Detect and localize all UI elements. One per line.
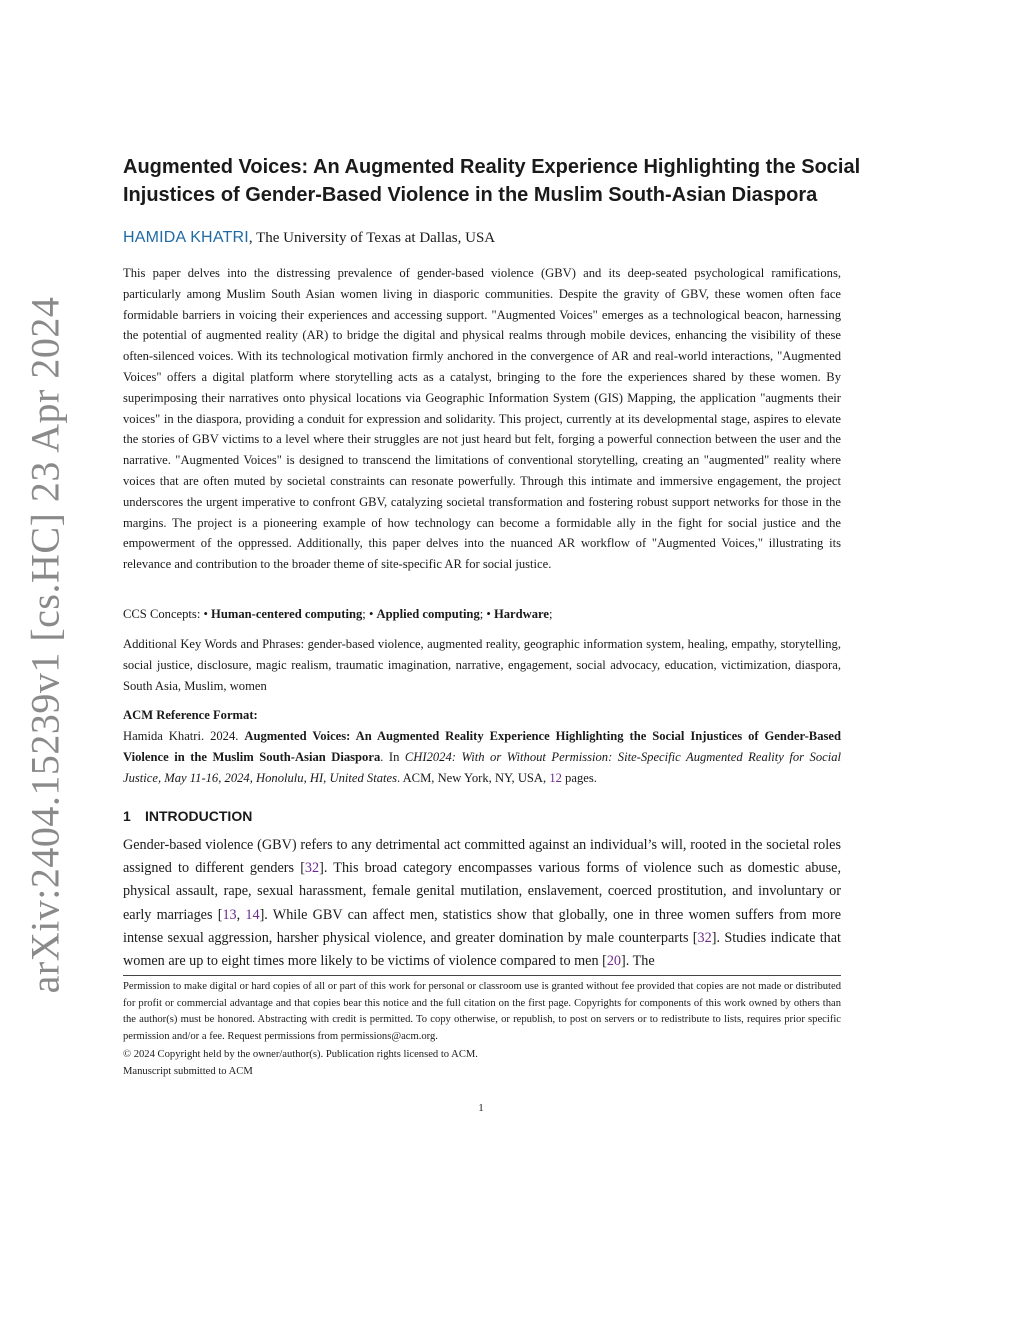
ccs-concepts [123, 604, 841, 625]
introduction-paragraph [123, 834, 841, 973]
page-number: 1 [478, 1102, 484, 1114]
intro-text: ]. This broad category encompasses various forms of violence such as domestic abuse, physical assault, rape, sexual harassment, female genital mutilation, enslavement, coerced prostitution, and involuntary or early marriages [ [123, 860, 841, 923]
additional-keywords: Additional Key Words and Phrases: gender-based violence, augmented reality, geographic information system, healing, empathy, storytelling, social justice, disclosure, magic realism, traumatic imagination, narrative, engagement, social advocacy, education, victimization, diaspora, South Asia, Muslim, women [123, 637, 841, 693]
citation-link[interactable]: 20 [606, 953, 622, 970]
ccs-separator: ; [479, 607, 487, 621]
author-name: HAMIDA KHATRI [123, 229, 249, 246]
footnote-copyright: © 2024 Copyright held by the owner/author(s). Publication rights licensed to ACM. [123, 1049, 478, 1060]
acm-reference-in: . In [380, 749, 405, 764]
acm-reference [123, 726, 841, 788]
citation-link[interactable]: 32 [697, 929, 712, 946]
ccs-concept-3: Hardware [493, 607, 549, 621]
footnote-manuscript: Manuscript submitted to ACM [123, 1066, 253, 1077]
section-number: 1 [123, 808, 131, 824]
section-title: INTRODUCTION [145, 808, 253, 824]
ccs-end: ; [549, 607, 553, 621]
paper-title-line-1: Augmented Voices: An Augmented Reality Experience Highlighting the Social [123, 156, 861, 178]
intro-text: Gender-based violence (GBV) refers to any detrimental act committed against an individual’s will, rooted in the societal roles assigned to different genders [ [123, 837, 841, 877]
paper-title-line-2: Injustices of Gender-Based Violence in the Muslim South-Asian Diaspora [123, 184, 818, 206]
arxiv-identifier-stamp [12, 296, 78, 994]
ccs-label: CCS Concepts: [123, 607, 204, 621]
ccs-separator: ; [362, 607, 369, 621]
acm-reference-publisher: . ACM, New York, NY, USA, [396, 770, 550, 785]
citation-link[interactable]: 32 [304, 860, 320, 877]
citation-link[interactable]: 14 [245, 906, 260, 923]
paper-title [123, 153, 863, 209]
ccs-concept-2: Applied computing [376, 607, 480, 621]
intro-text: ]. While GBV can affect men, statistics show that globally, one in three women suffers from more intense sexual aggression, harsher physical violence, and greater domination by male counterparts [ [123, 906, 841, 946]
footnote-divider [123, 975, 841, 976]
arxiv-identifier-text: arXiv:2404.15239v1 [cs.HC] 23 Apr 2024 [22, 296, 68, 994]
intro-text: ]. The [621, 953, 655, 970]
author-line [123, 228, 495, 248]
section-heading-introduction [123, 806, 252, 826]
intro-text: ]. Studies indicate that women are up to eight times more likely to be victims of violence compared to men [ [123, 929, 841, 970]
ccs-bullet: • [203, 607, 212, 621]
author-affiliation: , The University of Texas at Dallas, USA [248, 230, 496, 246]
acm-reference-pages-word: pages. [561, 770, 597, 785]
acm-reference-lead: Hamida Khatri. 2024. [123, 729, 245, 743]
acm-reference-venue: CHI2024: With or Without Permission: Site-Specific Augmented Reality for Social Justice, May 11-16, 2024, Honolulu, HI, United States [123, 749, 842, 785]
acm-reference-title: Augmented Voices: An Augmented Reality Experience Highlighting the Social Injustices of Gender-Based Violence in the Muslim South-Asian Diaspora [123, 729, 841, 764]
ccs-concept-1: Human-centered computing [211, 607, 363, 621]
acm-reference-pages-link[interactable]: 12 [549, 770, 562, 785]
intro-text: , [236, 906, 246, 923]
citation-link[interactable]: 13 [222, 906, 237, 923]
footnote-permission: Permission to make digital or hard copies of all or part of this work for personal or classroom use is granted without fee provided that copies are not made or distributed for profit or commercial advantage and that copies bear this notice and the full citation on the first page. Copyrights for components of this work owned by others than the author(s) must be honored. Abstracting with credit is permitted. To copy otherwise, or republish, to post on servers or to redistribute to lists, requires prior specific permission and/or a fee. Request permissions from permissions@acm.org. [123, 981, 841, 1042]
ccs-bullet: • [368, 607, 377, 621]
acm-reference-heading: ACM Reference Format: [123, 708, 258, 722]
abstract: This paper delves into the distressing prevalence of gender-based violence (GBV) and its deep-seated psychological ramifications, particularly among Muslim South Asian women living in diasporic communities. Despite the gravity of GBV, these women often face formidable barriers in voicing their experiences and accessing support. "Augmented Voices" emerges as a technological beacon, harnessing the potential of augmented reality (AR) to bridge the digital and physical realms through mobile devices, enhancing the visibility of these often-silenced voices. With its technological motivation firmly anchored in the convergence of AR and real-world interactions, "Augmented Voices" offers a digital platform where storytelling acts as a catalyst, bringing to the fore the experiences shared by these women. By superimposing their narratives onto physical locations via Geographic Information System (GIS) Mapping, the application "augments their voices" in the diaspora, providing a conduit for expression and solidarity. This project, currently at its developmental stage, aspires to elevate the stories of GBV victims to a level where their struggles are not just heard but felt, forging a powerful connection between the user and the narrative. "Augmented Voices" is designed to transcend the limitations of conventional storytelling, creating an "augmented" reality where voices that are often muted by societal constraints can resonate powerfully. Through this intimate and immersive engagement, the project underscores the urgent imperative to confront GBV, catalyzing societal transformation and fostering robust support networks for those in the margins. The project is a pioneering example of how technology can become a formidable ally in the fight for social justice and the empowerment of the oppressed. Additionally, this paper delves into the nuanced AR workflow of "Augmented Voices," illustrating its relevance and contribution to the broader theme of site-specific AR for social justice. [123, 266, 841, 572]
ccs-bullet: • [486, 607, 494, 621]
